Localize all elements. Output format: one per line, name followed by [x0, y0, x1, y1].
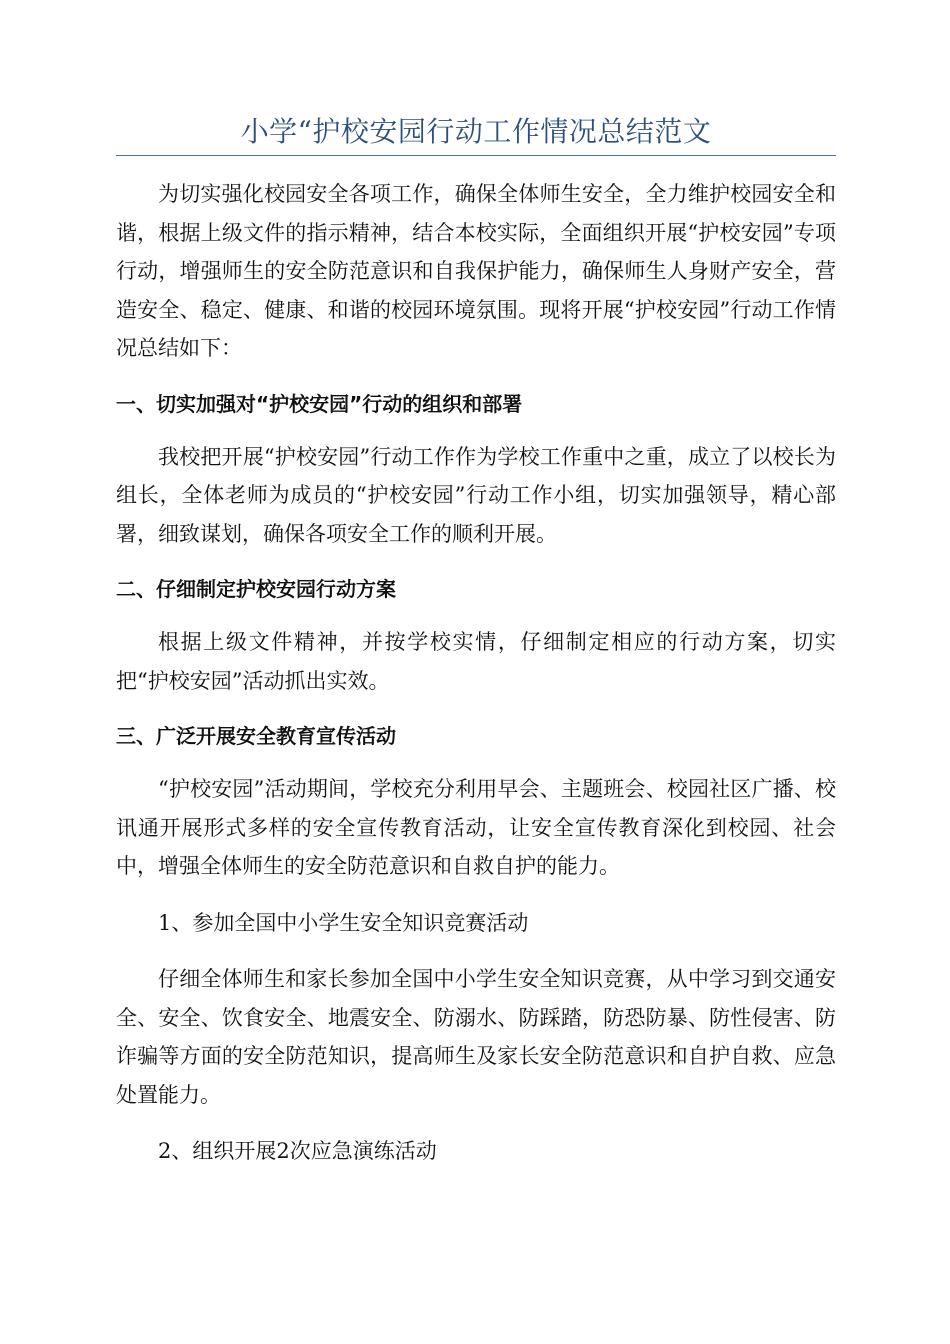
spacer — [116, 422, 836, 438]
spacer — [116, 1114, 836, 1132]
section-heading-1: 一、切实加强对“护校安园”行动的组织和部署 — [116, 391, 523, 416]
spacer — [116, 368, 836, 386]
spacer — [116, 942, 836, 960]
intro-paragraph: 为切实强化校园安全各项工作，确保全体师生安全，全力维护校园安全和谐，根据上级文件的指示精神，结合本校实际，全面组织开展“护校安园”专项行动，增强师生的安全防范意识和自我保护能力，确保师生人身财产安全，营造安全、稳定、健康、和谐的校园环境氛围。现将开展“护校安园”行动工作情况总结如下： — [116, 182, 836, 360]
section-paragraph-3: “护校安园”活动期间，学校充分利用早会、主题班会、校园社区广播、校讯通开展形式多样的安全宣传教育活动，让安全宣传教育深化到校园、社会中，增强全体师生的安全防范意识和自救自护的能力。 — [116, 777, 836, 878]
section-paragraph-1: 我校把开展“护校安园”行动工作作为学校工作重中之重，成立了以校长为组长，全体老师为成员的“护校安园”行动工作小组，切实加强领导，精心部署，细致谋划，确保各项安全工作的顺利开展。 — [116, 444, 836, 546]
spacer — [116, 607, 836, 623]
subsection-title-1: 1、参加全国中小学生安全知识竞赛活动 — [158, 910, 529, 935]
subsection-title-2: 2、组织开展2次应急演练活动 — [158, 1139, 437, 1163]
section-paragraph-2: 根据上级文件精神，并按学校实情，仔细制定相应的行动方案，切实把“护校安园”活动抓出实效。 — [116, 630, 836, 693]
title-underline — [116, 155, 836, 156]
document-body — [116, 175, 836, 1171]
subsection-paragraph-1: 仔细全体师生和家长参加全国中小学生安全知识竞赛，从中学习到交通安全、安全、饮食安全、地震安全、防溺水、防踩踏，防恐防暴、防性侵害、防诈骗等方面的安全防范知识，提高师生及家长安全防范意识和自护自救、应急处置能力。 — [116, 967, 836, 1107]
spacer — [116, 754, 836, 770]
section-heading-3: 三、广泛开展安全教育宣传活动 — [116, 724, 396, 748]
spacer — [116, 700, 836, 718]
document-title: 小学“护校安园行动工作情况总结范文 — [240, 115, 712, 148]
section-heading-2: 二、仔细制定护校安园行动方案 — [116, 577, 396, 601]
spacer — [116, 553, 836, 571]
spacer — [116, 886, 836, 904]
